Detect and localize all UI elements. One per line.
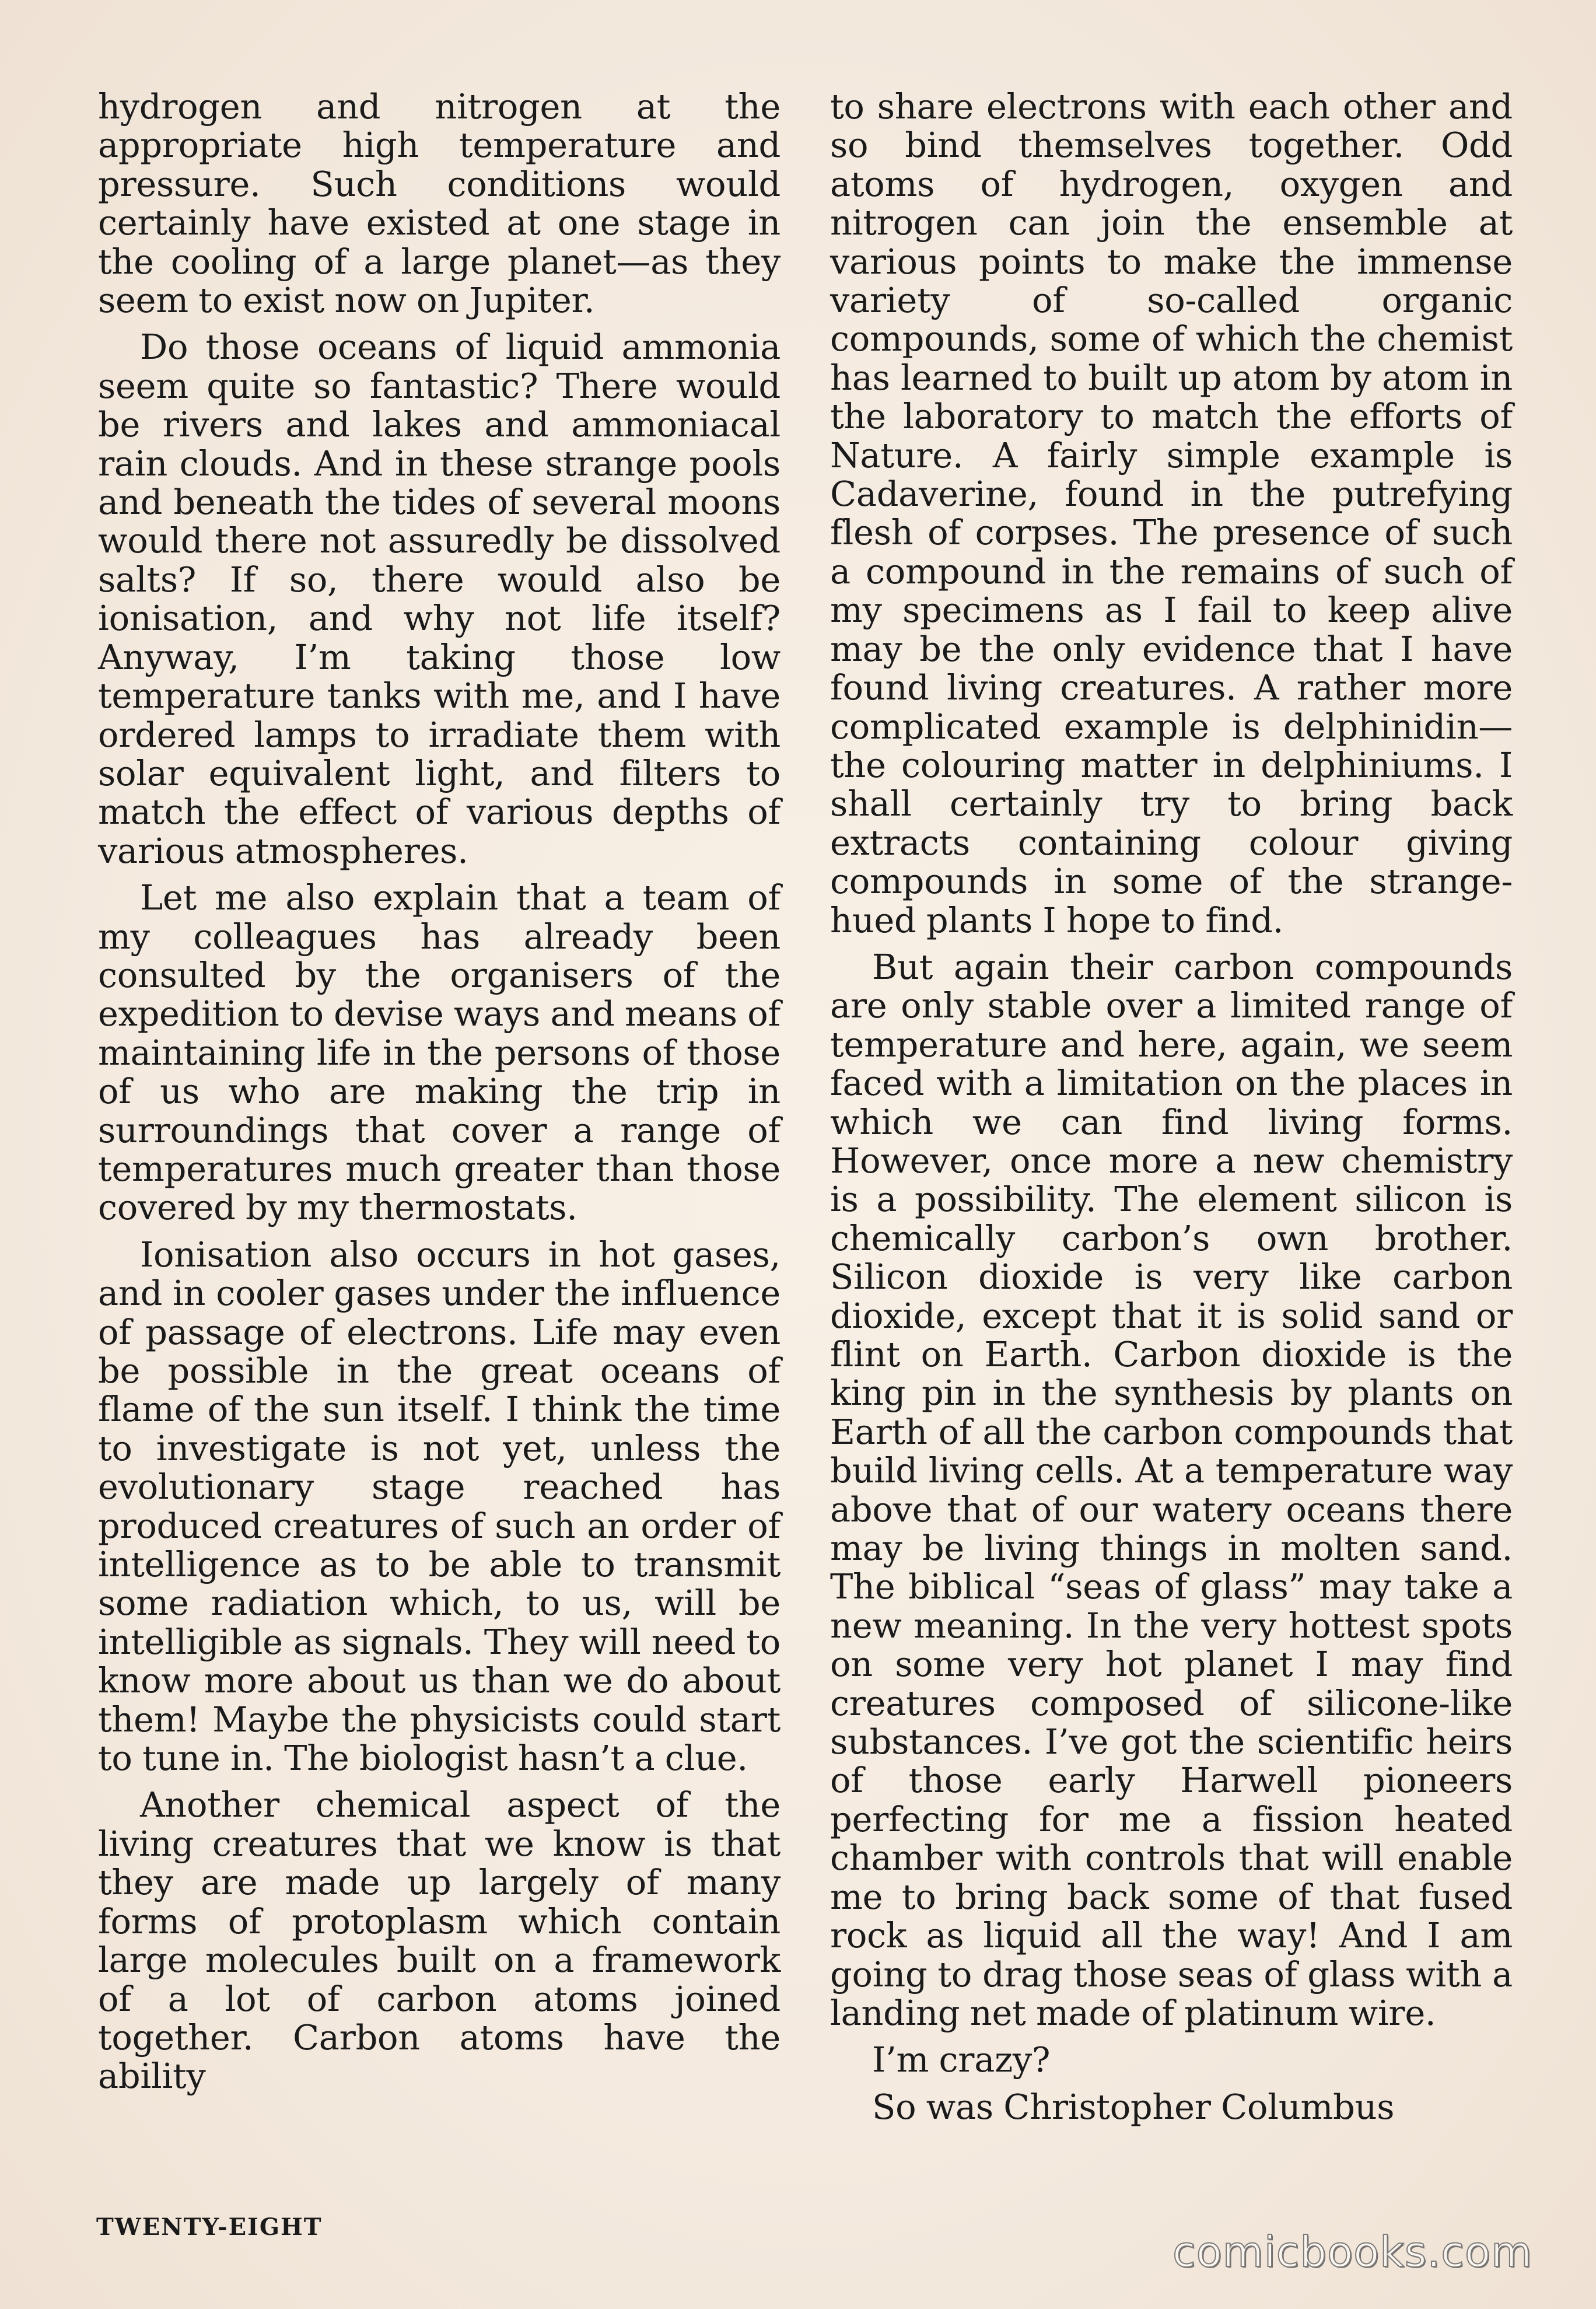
paragraph: Ionisation also occurs in hot gases, and in cooler gases under the influence of passage of electrons. Life may even be possible in the great oceans of flame of the sun itself. I think the time to investigate is not yet, unless the evolutionary stage reached has produced creatures of such an order of intelligence as to be able to transmit some radiation which, to us, will be intelligible as signals. They will need to know more about us than we do about them! Maybe the physicists could start to tune in. The biologist hasn’t a clue.: [98, 1234, 780, 1779]
paragraph: Let me also explain that a team of my colleagues has already been consulted by the organisers of the expedition to devise ways and means of maintaining life in the persons of those of us who are making the trip in surroundings that cover a range of temperatures much greater than those covered by my thermostats.: [98, 877, 780, 1228]
paragraph: But again their carbon compounds are only stable over a limited range of temperature and here, again, we seem faced with a limitation on the places in which we can find living forms. However, once more a new chemistry is a possibility. The element silicon is chemically carbon’s own brother. Silicon dioxide is very like carbon dioxide, except that it is solid sand or flint on Earth. Carbon dioxide is the king pin in the synthesis by plants on Earth of all the carbon compounds that build living cells. At a temperature way above that of our watery oceans there may be living things in molten sand. The biblical “seas of glass” may take a new meaning. In the very hottest spots on some very hot planet I may find creatures composed of silicone-like substances. I’ve got the scientific heirs of those early Harwell pioneers perfecting for me a fission heated chamber with controls that will enable me to bring back some of that fused rock as liquid all the way! And I am going to drag those seas of glass with a landing net made of platinum wire.: [830, 946, 1513, 2033]
paragraph: I’m crazy?: [872, 2039, 1051, 2080]
paragraph: Do those oceans of liquid ammonia seem quite so fantastic? There would be rivers and lakes and ammoniacal rain clouds. And in these strange pools and beneath the tides of several moons would there not assuredly be dissolved salts? If so, there would also be ionisation, and why not life itself? Anyway, I’m taking those low temperature tanks with me, and I have ordered lamps to irradiate them with solar equivalent light, and filters to match the effect of various depths of various atmospheres.: [98, 327, 780, 871]
paragraph: hydrogen and nitrogen at the appropriate high temperature and pressure. Such conditions would certainly have existed at one stage in the cooling of a large planet—as they seem to exist now on Jupiter.: [98, 86, 780, 321]
paragraph: to share electrons with each other and so bind themselves together. Odd atoms of hydrogen, oxygen and nitrogen can join the ensemble at various points to make the immense variety of so-called organic compounds, some of which the chemist has learned to built up atom by atom in the laboratory to match the efforts of Nature. A fairly simple example is Cadaverine, found in the putrefying flesh of corpses. The presence of such a compound in the remains of such of my specimens as I fail to keep alive may be the only evidence that I have found living creatures. A rather more complicated example is delphinidin—the colouring matter in delphiniums. I shall certainly try to bring back extracts containing colour giving compounds in some of the strange-hued plants I hope to find.: [830, 86, 1513, 940]
paragraph: So was Christopher Columbus: [872, 2086, 1395, 2127]
text-column-right: [830, 88, 1513, 2135]
paragraph: Another chemical aspect of the living creatures that we know is that they are made up largely of many forms of protoplasm which contain large molecules built on a framework of a lot of carbon atoms joined together. Carbon atoms have the ability: [98, 1785, 780, 2097]
text-column-left: [98, 88, 780, 2104]
page-number: TWENTY-EIGHT: [96, 2213, 323, 2241]
watermark-logo: comicbooks.com: [1172, 2227, 1533, 2276]
